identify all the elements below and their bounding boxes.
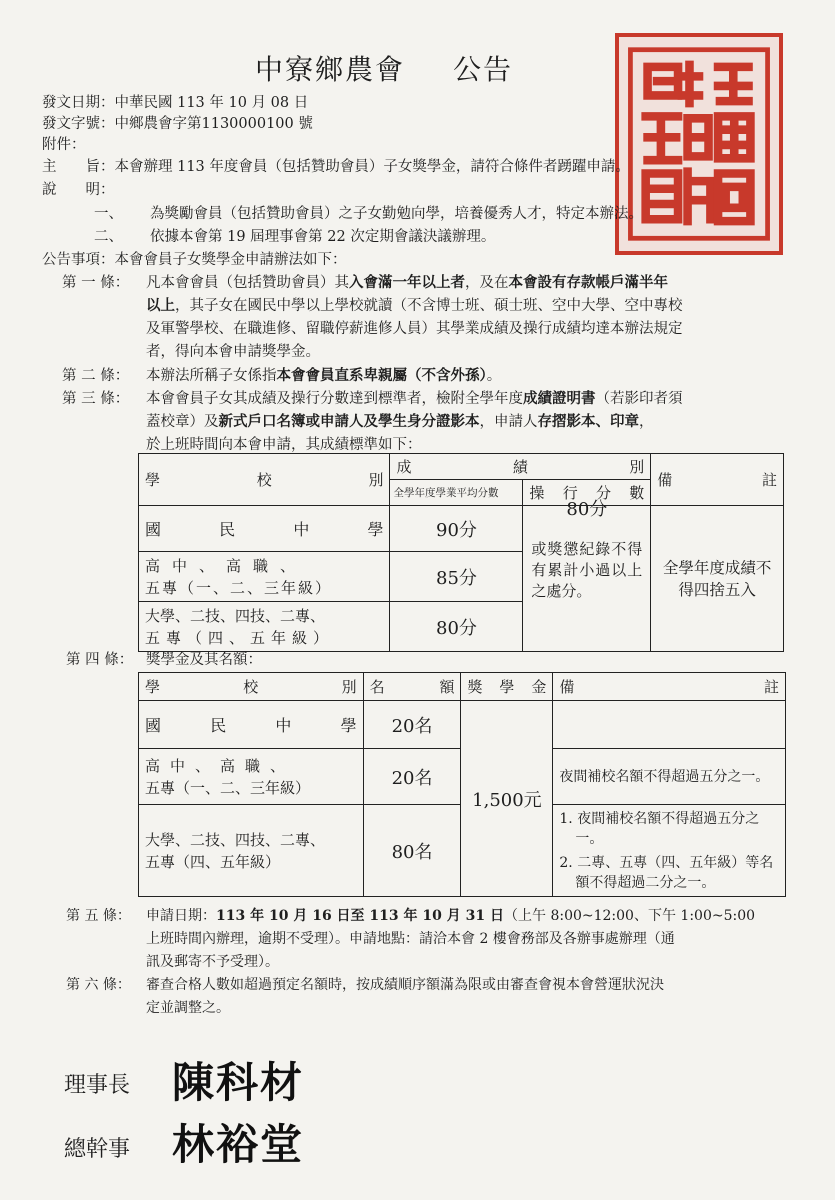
document-title xyxy=(255,48,513,88)
header-quota: 名 額 xyxy=(363,673,461,701)
chairman-title: 理事長 xyxy=(64,1073,131,1098)
explain-label: 說 明： xyxy=(42,182,115,198)
header-note: 備 註 xyxy=(651,454,784,506)
article-6-line-1: 第 六 條： 審查合格人數如超過預定名額時，按成績順序額滿為限或由審查會視本會營運狀況決 xyxy=(66,977,664,993)
header-amount: 獎 學 金 xyxy=(461,673,553,701)
quota-note xyxy=(553,701,786,749)
table-row xyxy=(139,506,784,552)
grades-standard-table xyxy=(138,453,784,652)
article-2-line: 第 二 條： 本辦法所稱子女係指本會會員直系卑親屬（不含外孫）。 xyxy=(62,367,502,384)
conduct-note: 或獎懲紀錄不得有累計小過以上之處分。 xyxy=(531,540,643,600)
conduct-value: 80分 xyxy=(566,499,608,520)
article-3-line-3: 於上班時間向本會申請，其成績標準如下： xyxy=(146,437,422,453)
header-conduct: 操 行 分 數 xyxy=(523,480,651,506)
school-junior-high: 國 民 中 學 xyxy=(139,701,364,749)
avg-score: 90分 xyxy=(390,506,523,552)
avg-score: 85分 xyxy=(390,552,523,602)
quota-note: 1. 夜間補校名額不得超過五分之一。 2. 二專、五專（四、五年級）等名額不得超過二分之一。 xyxy=(553,805,786,897)
explain-item-2: 二、 依據本會第 19 屆理事會第 22 次定期會議決議辦理。 xyxy=(94,229,496,245)
org-name: 中寮鄉農會 xyxy=(255,53,406,86)
quota-table xyxy=(138,672,786,897)
conduct-cell xyxy=(523,499,651,652)
article-1-line-2: 以上，其子女在國民中學以上學校就讀（不含博士班、碩士班、空中大學、空中專校 xyxy=(146,297,683,314)
quota: 80名 xyxy=(363,805,461,897)
quota: 20名 xyxy=(363,701,461,749)
general-manager-title: 總幹事 xyxy=(64,1137,131,1162)
attachment-line: 附件： xyxy=(42,137,86,153)
header-grades: 成 績 別 xyxy=(390,454,651,480)
article-3-line-2: 蓋校章）及新式戶口名簿或申請人及學生身分證影本，申請人存摺影本、印章， xyxy=(146,413,654,430)
article-3-line-1: 第 三 條： 本會會員子女其成績及操行分數達到標準者，檢附全學年度成績證明書（若影印者須 xyxy=(62,390,683,407)
school-senior-high: 高中、高職、 五專（一、二、三年級） xyxy=(139,749,364,805)
school-junior-high: 國 民 中 學 xyxy=(139,506,390,552)
grades-note: 全學年度成績不得四捨五入 xyxy=(651,506,784,652)
notice-items-line: 公告事項：本會會員子女獎學金申請辦法如下： xyxy=(42,252,347,268)
quota-note: 夜間補校名額不得超過五分之一。 xyxy=(553,749,786,805)
article-6-line-2: 定並調整之。 xyxy=(146,1000,230,1016)
header-school: 學 校 別 xyxy=(139,673,364,701)
article-1-line-1: 第 一 條： 凡本會會員（包括贊助會員）其入會滿一年以上者，及在本會設有存款帳戶滿半年 xyxy=(62,274,668,291)
issue-date-line: 發文日期：中華民國 113 年 10 月 08 日 xyxy=(42,95,309,111)
article-5-line-1: 第 五 條： 申請日期：113 年 10 月 16 日至 113 年 10 月 31 日（上午 8:00~12:00、下午 1:00~5:00 xyxy=(66,908,756,924)
avg-score: 80分 xyxy=(390,602,523,652)
article-5-line-2: 上班時間內辦理，逾期不受理）。申請地點：請洽本會 2 樓會務部及各辦事處辦理（通 xyxy=(146,931,675,947)
document-number-line: 發文字號：中鄉農會字第1130000100 號 xyxy=(42,116,313,132)
article-1-line-4: 者，得向本會申請獎學金。 xyxy=(146,344,320,360)
quota: 20名 xyxy=(363,749,461,805)
header-school: 學 校 別 xyxy=(139,454,390,506)
explain-item-1: 一、 為獎勵會員（包括贊助會員）之子女勤勉向學，培養優秀人才，特定本辦法。 xyxy=(94,206,643,222)
article-1-line-3: 及軍警學校、在職進修、留職停薪進修人員）其學業成績及操行成績均達本辦法規定 xyxy=(146,321,683,337)
school-university: 大學、二技、四技、二專、 五專（四、五年級） xyxy=(139,602,390,652)
article-5-line-3: 訊及郵寄不予受理）。 xyxy=(146,954,279,970)
notice-word: 公告 xyxy=(453,53,514,86)
general-manager-signature: 林裕堂 xyxy=(172,1120,305,1169)
article-4-line: 第 四 條： 獎學金及其名額： xyxy=(66,652,262,668)
table-row xyxy=(139,701,786,749)
header-note: 備 註 xyxy=(553,673,786,701)
scholarship-amount: 1,500元 xyxy=(461,701,553,897)
chairman-signature: 陳科材 xyxy=(172,1058,305,1107)
subject-line: 主 旨：本會辦理 113 年度會員（包括贊助會員）子女獎學金，請符合條件者踴躍申請。 xyxy=(42,159,630,175)
school-university: 大學、二技、四技、二專、 五專（四、五年級） xyxy=(139,805,364,897)
school-senior-high: 高中、高職、 五專（一、二、三年級） xyxy=(139,552,390,602)
header-avg-score: 全學年度學業平均分數 xyxy=(390,480,523,506)
